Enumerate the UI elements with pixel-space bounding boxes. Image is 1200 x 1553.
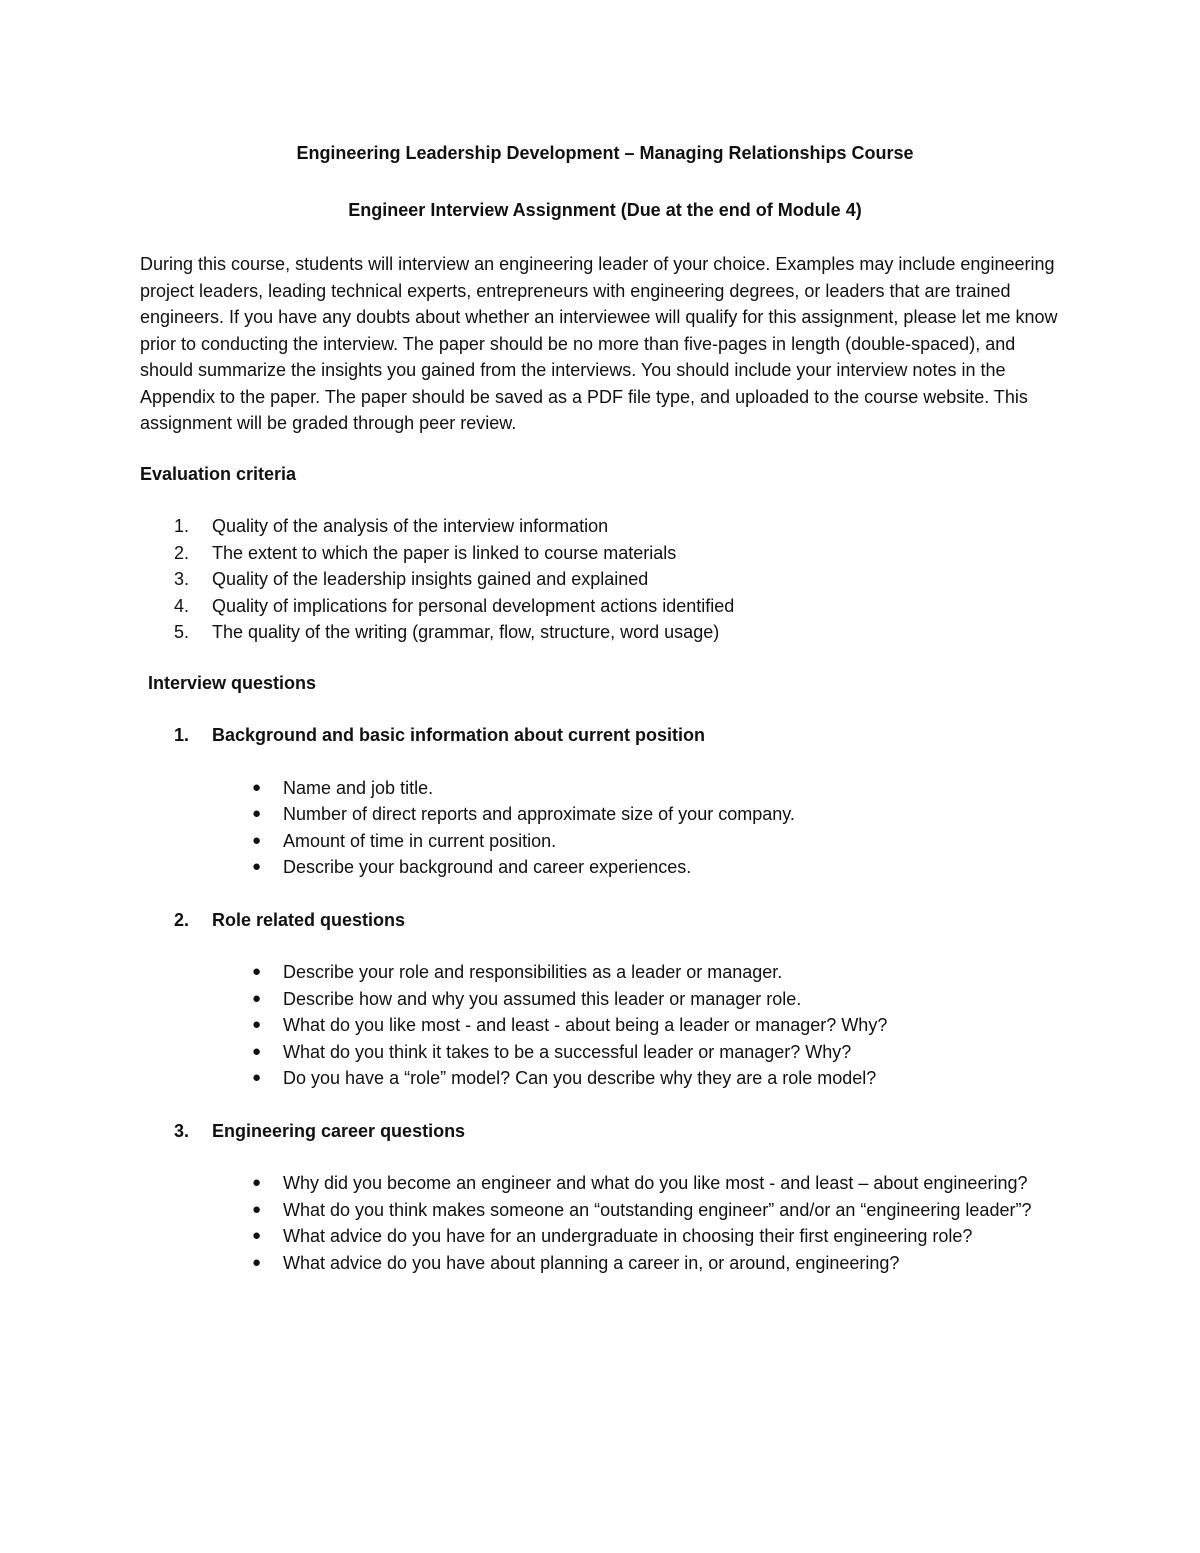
question-section-title [140,1118,1070,1145]
section-number: 3. [174,1120,190,1141]
question-section-title [140,907,1070,934]
bullet-dot-icon: ● [252,963,262,980]
question-text: Describe how and why you assumed this leader or manager role. [283,988,802,1009]
question-section-role [140,907,1070,1092]
criteria-item [140,566,1070,593]
bullet-dot-icon: ● [252,1253,262,1271]
question-item [140,1197,1070,1224]
question-text: Name and job title. [283,777,434,798]
assignment-subtitle: Engineer Interview Assignment (Due at the end of Module 4) [348,199,862,220]
question-item [140,775,1070,802]
question-item [140,1039,1070,1066]
question-item [140,1170,1070,1197]
bullet-dot-icon: ● [252,1174,262,1191]
criteria-item [140,593,1070,620]
question-text: Do you have a “role” model? Can you describe why they are a role model? [283,1068,877,1088]
question-text: Amount of time in current position. [283,830,557,851]
criteria-item [140,513,1070,540]
interview-heading: Interview questions [148,672,317,693]
section-title-text: Engineering career questions [212,1120,466,1141]
section-number: 2. [174,909,190,930]
criteria-item [140,540,1070,567]
criteria-text: The extent to which the paper is linked to course materials [212,542,677,563]
question-bullet-list [140,1170,1070,1276]
question-item [140,1250,1070,1277]
question-item [140,1223,1070,1250]
question-text: Number of direct reports and approximate size of your company. [283,804,795,824]
question-text: Describe your role and responsibilities as a leader or manager. [283,962,783,982]
question-bullet-list [140,775,1070,881]
bullet-dot-icon: ● [252,1016,262,1033]
question-item [140,854,1070,881]
bullet-dot-icon: ● [252,831,262,849]
question-item [140,801,1070,828]
criteria-text: The quality of the writing (grammar, flow, structure, word usage) [212,622,720,642]
question-section-title [140,722,1070,749]
bullet-dot-icon: ● [252,1042,262,1060]
bullet-dot-icon: ● [252,858,262,875]
evaluation-heading: Evaluation criteria [140,463,297,484]
criteria-text: Quality of implications for personal development actions identified [212,595,735,616]
bullet-dot-icon: ● [252,989,262,1007]
question-item [140,986,1070,1013]
question-section-background [140,722,1070,881]
question-text: What do you think makes someone an “outstanding engineer” and/or an “engineering leader”? [283,1199,1032,1220]
question-text: What advice do you have for an undergraduate in choosing their first engineering role? [283,1226,973,1246]
criteria-text: Quality of the analysis of the interview information [212,516,609,536]
evaluation-criteria-list [140,513,1070,646]
criteria-number: 4. [174,595,190,616]
section-title-text: Role related questions [212,909,406,930]
intro-paragraph: During this course, students will interview an engineering leader of your choice. Examples may include engineering project leaders, leading technical experts, entrepreneurs with engineering degrees, or leaders that are trained engineers. If you have any doubts about whether an interviewee will qualify for this assignment, please let me know prior to conducting the interview. The paper should be no more than five-pages in length (double-spaced), and should summarize the insights you gained from the interviews. You should include your interview notes in the Appendix to the paper. The paper should be saved as a PDF file type, and uploaded to the course website. This assignment will be graded through peer review. [140,254,1058,433]
criteria-number: 5. [174,622,190,642]
question-text: Describe your background and career experiences. [283,857,692,877]
criteria-text: Quality of the leadership insights gained and explained [212,569,649,589]
document-title: Engineering Leadership Development – Managing Relationships Course [296,143,914,163]
criteria-number: 3. [174,569,190,589]
criteria-number: 1. [174,516,190,536]
question-bullet-list [140,959,1070,1092]
section-number: 1. [174,725,190,745]
bullet-dot-icon: ● [252,1069,262,1086]
question-text: What do you like most - and least - about being a leader or manager? Why? [283,1015,888,1035]
question-item [140,828,1070,855]
question-item [140,1065,1070,1092]
question-section-engineering-career [140,1118,1070,1277]
question-item [140,959,1070,986]
criteria-item [140,619,1070,646]
criteria-number: 2. [174,542,190,563]
bullet-dot-icon: ● [252,1200,262,1218]
question-text: What do you think it takes to be a successful leader or manager? Why? [283,1041,852,1062]
bullet-dot-icon: ● [252,778,262,796]
bullet-dot-icon: ● [252,805,262,822]
question-item [140,1012,1070,1039]
document-page [140,140,1070,1276]
section-title-text: Background and basic information about current position [212,725,706,745]
question-text: Why did you become an engineer and what do you like most - and least – about engineering? [283,1173,1028,1193]
bullet-dot-icon: ● [252,1227,262,1244]
question-text: What advice do you have about planning a career in, or around, engineering? [283,1252,900,1273]
